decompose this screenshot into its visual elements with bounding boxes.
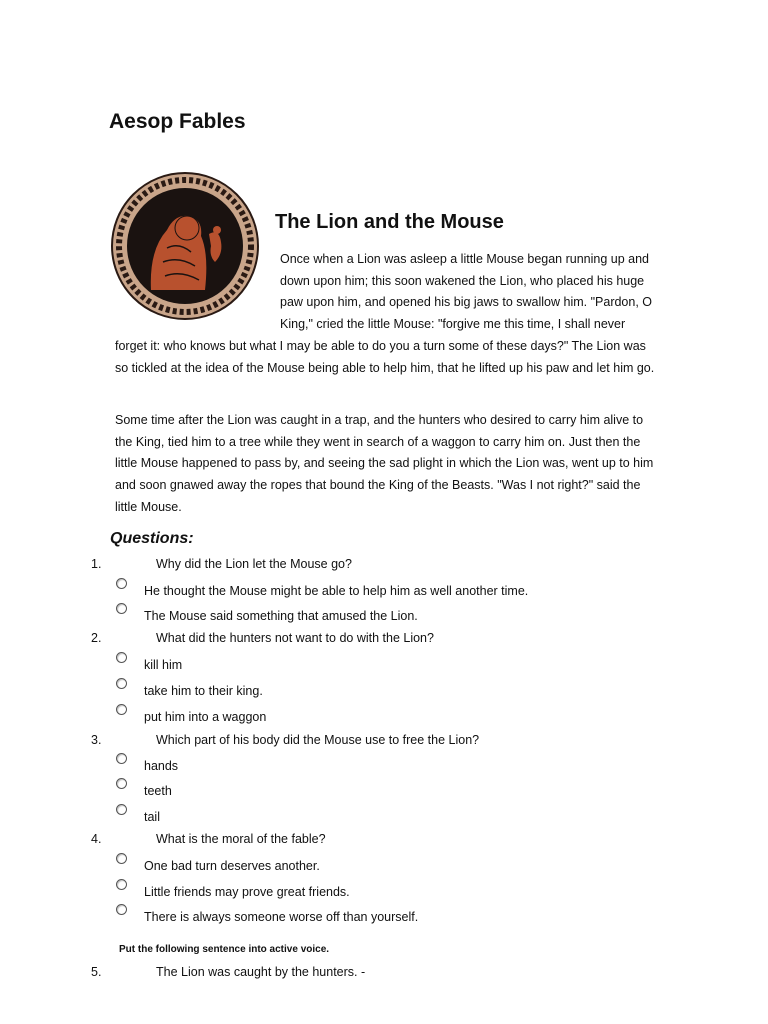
question-text: Why did the Lion let the Mouse go? — [156, 557, 352, 571]
radio-button-icon[interactable] — [116, 678, 127, 689]
instruction-text: Put the following sentence into active voice. — [119, 944, 330, 955]
option-label: The Mouse said something that amused the Lion. — [144, 609, 418, 623]
fable-title: The Lion and the Mouse — [275, 211, 504, 233]
radio-button-icon[interactable] — [116, 853, 127, 864]
option-label: kill him — [144, 658, 183, 672]
option-label: hands — [144, 759, 179, 773]
option-label: teeth — [144, 784, 172, 798]
radio-button-icon[interactable] — [116, 778, 127, 789]
radio-button-icon[interactable] — [116, 904, 127, 915]
option-label: tail — [144, 810, 160, 824]
question-number: 4. — [91, 832, 102, 846]
radio-button-icon[interactable] — [116, 704, 127, 715]
radio-button-icon[interactable] — [116, 804, 127, 815]
question-text: The Lion was caught by the hunters. - — [156, 965, 366, 979]
radio-button-icon[interactable] — [116, 578, 127, 589]
option-label: Little friends may prove great friends. — [144, 885, 350, 899]
radio-button-icon[interactable] — [116, 753, 127, 764]
question-text: What did the hunters not want to do with the Lion? — [156, 631, 434, 645]
radio-button-icon[interactable] — [116, 879, 127, 890]
question-number: 3. — [91, 733, 102, 747]
story-paragraph-2: Some time after the Lion was caught in a trap, and the hunters who desired to carry him alive to the King, tied him to a tree while they went in search of a waggon to carry him on. Just then the little Mouse happened to pass by, and seeing the sad plight in which the Lion was, went up to him and soon gnawed away the ropes that bound the King of the Beasts. "Was I not right?" said the little Mouse. — [115, 413, 654, 514]
question-number: 1. — [91, 557, 102, 571]
story-paragraph-1: Once when a Lion was asleep a little Mouse began running up and down upon him; this soon wakened the Lion, who placed his huge paw upon him, and opened his big jaws to swallow him. "Pardon, O King," cried the little Mouse: "forgive me this time, I shall never forget it: who knows but what I may be able to do you a turn some of these days?" The Lion was so tickled at the idea of the Mouse being able to help him, that he lifted up his paw and let him go. — [115, 252, 655, 375]
question-number: 5. — [91, 965, 102, 979]
option-label: take him to their king. — [144, 684, 263, 698]
question-text: Which part of his body did the Mouse use to free the Lion? — [156, 733, 480, 747]
question-text: What is the moral of the fable? — [156, 832, 326, 846]
question-number: 2. — [91, 631, 102, 645]
doc-title: Aesop Fables — [109, 110, 246, 133]
option-label: put him into a waggon — [144, 710, 267, 724]
questions-heading: Questions: — [110, 530, 194, 547]
radio-button-icon[interactable] — [116, 603, 127, 614]
option-label: He thought the Mouse might be able to help him as well another time. — [144, 584, 529, 598]
option-label: There is always someone worse off than yourself. — [144, 910, 419, 924]
radio-button-icon[interactable] — [116, 652, 127, 663]
option-label: One bad turn deserves another. — [144, 859, 320, 873]
